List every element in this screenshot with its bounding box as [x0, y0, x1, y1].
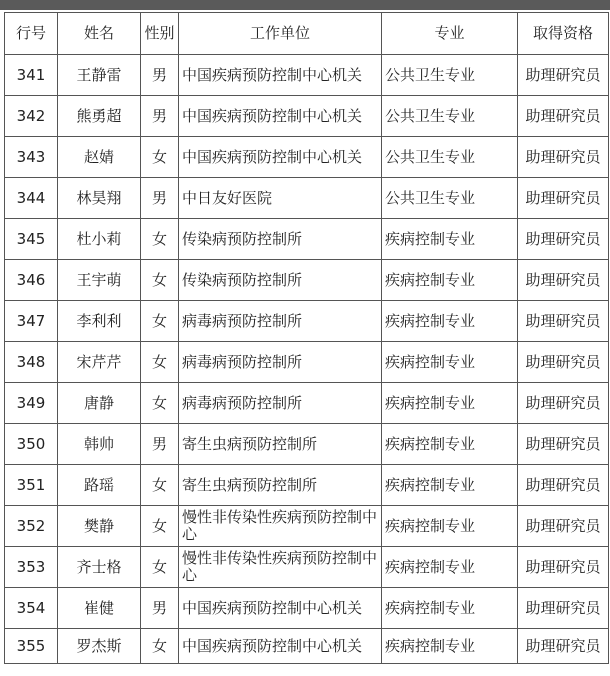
- cell-row-number: 343: [5, 137, 58, 178]
- header-row-number: 行号: [5, 13, 58, 55]
- cell-row-number: 345: [5, 219, 58, 260]
- cell-row-number: 353: [5, 547, 58, 588]
- cell-row-number: 346: [5, 260, 58, 301]
- table-row: [5, 55, 609, 96]
- cell-sex: 女: [141, 506, 179, 547]
- cell-sex: 男: [141, 588, 179, 629]
- cell-qualification: 助理研究员: [518, 55, 609, 96]
- cell-qualification: 助理研究员: [518, 342, 609, 383]
- cell-qualification: 助理研究员: [518, 383, 609, 424]
- cell-qualification: 助理研究员: [518, 219, 609, 260]
- cell-work-unit: 病毒病预防控制所: [179, 383, 382, 424]
- cell-sex: 女: [141, 260, 179, 301]
- cell-qualification: 助理研究员: [518, 465, 609, 506]
- table-row: [5, 383, 609, 424]
- cell-name: 杜小莉: [58, 219, 141, 260]
- header-name: 姓名: [58, 13, 141, 55]
- cell-major: 疾病控制专业: [382, 588, 518, 629]
- cell-major: 疾病控制专业: [382, 506, 518, 547]
- cell-name: 王静雷: [58, 55, 141, 96]
- cell-qualification: 助理研究员: [518, 96, 609, 137]
- header-work-unit: 工作单位: [179, 13, 382, 55]
- cell-work-unit: 病毒病预防控制所: [179, 301, 382, 342]
- cell-sex: 女: [141, 219, 179, 260]
- table-row: [5, 424, 609, 465]
- cell-row-number: 350: [5, 424, 58, 465]
- cell-name: 樊静: [58, 506, 141, 547]
- cell-row-number: 354: [5, 588, 58, 629]
- cell-major: 疾病控制专业: [382, 383, 518, 424]
- table-row: [5, 301, 609, 342]
- cell-qualification: 助理研究员: [518, 301, 609, 342]
- cell-row-number: 348: [5, 342, 58, 383]
- table-row: [5, 465, 609, 506]
- cell-name: 李利利: [58, 301, 141, 342]
- cell-sex: 女: [141, 465, 179, 506]
- table-row: [5, 260, 609, 301]
- table-row: [5, 588, 609, 629]
- table-row: [5, 219, 609, 260]
- cell-major: 疾病控制专业: [382, 301, 518, 342]
- cell-work-unit: 中国疾病预防控制中心机关: [179, 96, 382, 137]
- cell-sex: 男: [141, 96, 179, 137]
- cell-major: 疾病控制专业: [382, 260, 518, 301]
- cell-major: 公共卫生专业: [382, 137, 518, 178]
- cell-work-unit: 中国疾病预防控制中心机关: [179, 55, 382, 96]
- cell-name: 宋芹芹: [58, 342, 141, 383]
- cell-work-unit: 寄生虫病预防控制所: [179, 465, 382, 506]
- cell-qualification: 助理研究员: [518, 506, 609, 547]
- cell-sex: 女: [141, 383, 179, 424]
- cell-work-unit: 传染病预防控制所: [179, 260, 382, 301]
- cell-work-unit: 中国疾病预防控制中心机关: [179, 137, 382, 178]
- cell-major: 疾病控制专业: [382, 465, 518, 506]
- cell-row-number: 342: [5, 96, 58, 137]
- cell-row-number: 344: [5, 178, 58, 219]
- top-edge-strip: [0, 0, 610, 10]
- cell-name: 罗杰斯: [58, 629, 141, 664]
- cell-name: 赵婧: [58, 137, 141, 178]
- table-row: [5, 178, 609, 219]
- cell-row-number: 349: [5, 383, 58, 424]
- cell-major: 疾病控制专业: [382, 424, 518, 465]
- cell-work-unit: 寄生虫病预防控制所: [179, 424, 382, 465]
- table-row: [5, 547, 609, 588]
- table-header-row: [5, 13, 609, 55]
- cell-sex: 男: [141, 55, 179, 96]
- cell-sex: 女: [141, 629, 179, 664]
- cell-work-unit: 慢性非传染性疾病预防控制中心: [179, 506, 382, 547]
- cell-sex: 女: [141, 342, 179, 383]
- cell-name: 唐静: [58, 383, 141, 424]
- cell-sex: 男: [141, 178, 179, 219]
- cell-row-number: 351: [5, 465, 58, 506]
- table-row: [5, 137, 609, 178]
- table-row: [5, 506, 609, 547]
- cell-qualification: 助理研究员: [518, 260, 609, 301]
- qualification-table: [4, 12, 609, 664]
- cell-work-unit: 传染病预防控制所: [179, 219, 382, 260]
- cell-sex: 女: [141, 137, 179, 178]
- table-row: [5, 629, 609, 664]
- cell-name: 路瑶: [58, 465, 141, 506]
- table-row: [5, 342, 609, 383]
- cell-sex: 男: [141, 424, 179, 465]
- cell-major: 疾病控制专业: [382, 629, 518, 664]
- cell-sex: 女: [141, 547, 179, 588]
- cell-work-unit: 中日友好医院: [179, 178, 382, 219]
- cell-name: 崔健: [58, 588, 141, 629]
- cell-row-number: 355: [5, 629, 58, 664]
- table-row: [5, 96, 609, 137]
- cell-row-number: 341: [5, 55, 58, 96]
- cell-name: 韩帅: [58, 424, 141, 465]
- cell-major: 公共卫生专业: [382, 55, 518, 96]
- header-qualification: 取得资格: [518, 13, 609, 55]
- cell-major: 公共卫生专业: [382, 178, 518, 219]
- cell-major: 疾病控制专业: [382, 219, 518, 260]
- cell-row-number: 352: [5, 506, 58, 547]
- cell-qualification: 助理研究员: [518, 178, 609, 219]
- cell-row-number: 347: [5, 301, 58, 342]
- cell-qualification: 助理研究员: [518, 424, 609, 465]
- cell-name: 王宇萌: [58, 260, 141, 301]
- cell-qualification: 助理研究员: [518, 137, 609, 178]
- cell-name: 齐士格: [58, 547, 141, 588]
- header-sex: 性别: [141, 13, 179, 55]
- cell-major: 公共卫生专业: [382, 96, 518, 137]
- cell-work-unit: 中国疾病预防控制中心机关: [179, 629, 382, 664]
- cell-name: 熊勇超: [58, 96, 141, 137]
- cell-qualification: 助理研究员: [518, 588, 609, 629]
- header-major: 专业: [382, 13, 518, 55]
- cell-qualification: 助理研究员: [518, 547, 609, 588]
- cell-work-unit: 中国疾病预防控制中心机关: [179, 588, 382, 629]
- cell-sex: 女: [141, 301, 179, 342]
- cell-name: 林昊翔: [58, 178, 141, 219]
- cell-major: 疾病控制专业: [382, 342, 518, 383]
- cell-work-unit: 慢性非传染性疾病预防控制中心: [179, 547, 382, 588]
- cell-major: 疾病控制专业: [382, 547, 518, 588]
- cell-qualification: 助理研究员: [518, 629, 609, 664]
- cell-work-unit: 病毒病预防控制所: [179, 342, 382, 383]
